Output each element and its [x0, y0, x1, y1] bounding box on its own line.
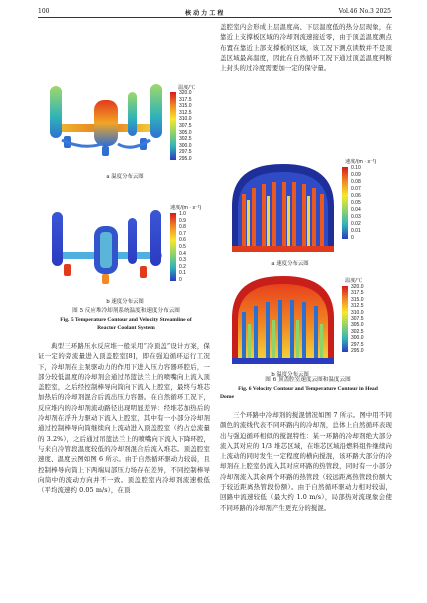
colorbar-tick-label: 310.0: [179, 116, 192, 123]
colorbar-tick-label: 297.5: [351, 341, 364, 348]
colorbar-tick-label: 295.0: [179, 156, 192, 162]
colorbar-tick-label: 1.0: [179, 211, 186, 217]
right-top-text: 盖腔室内会形成上层温度高、下层温度低的热分层现象，在靠近上支撑板区域的冷却剂流速接近零，由于顶盖温度测点布置在靠近上部支撑板的区域，该工况下测点读数并不是顶盖区域最高温度，因此在自然循环工况下通过顶盖温度判断上封头的过冷度需要加一定的保守量。: [220, 23, 392, 73]
colorbar-tick-label: 0.7: [179, 230, 186, 237]
colorbar-tick-label: 0.4: [179, 250, 186, 257]
colorbar-tick-label: 300.0: [179, 142, 192, 149]
fig5-caption-en-line2: Reactor Coolant System: [97, 325, 155, 331]
colorbar-tick-label: 312.5: [351, 303, 364, 310]
fig5-caption-cn: 图 5 反应堆冷却剂系统温度和速度分布云图: [72, 308, 180, 314]
fig6-caption-en-line2: Dome: [220, 394, 234, 400]
page-number: 100: [38, 8, 50, 15]
fig5a-colorbar: [170, 92, 176, 160]
fig6a-subcaption: a 速度分布云图: [271, 261, 309, 267]
fig5a-colorbar-title: 温度/℃: [178, 85, 196, 91]
journal-title: 核 动 力 工 程: [185, 10, 224, 17]
fig6a-colorbar: [342, 167, 348, 239]
header-rule: [38, 17, 392, 18]
colorbar-tick-label: 0: [179, 277, 182, 283]
colorbar-tick-label: 307.5: [179, 123, 192, 129]
colorbar-tick-label: 310.0: [351, 309, 364, 316]
fig5b-subcaption: b 速度分布云图: [106, 299, 144, 305]
colorbar-tick-label: 295.0: [351, 348, 364, 354]
colorbar-tick-label: 317.5: [351, 290, 364, 297]
fig6a-colorbar-title: 速度/(m · s⁻¹): [345, 159, 377, 165]
figure5b-velocity-contour: [42, 202, 172, 294]
colorbar-tick-label: 0.05: [351, 200, 361, 206]
fig6b-colorbar: [342, 286, 348, 352]
fig6b-colorbar-title: 温度/℃: [345, 278, 363, 284]
figure6b-temperature-contour: [228, 272, 338, 368]
fig5b-colorbar-title: 速度/(m · s⁻¹): [170, 205, 202, 211]
left-body-text: 典型三环路压水反应堆一般采用“冷顶盖”设计方案，保证一定的旁流量进入顶盖腔室[8]，即在强迫循环运行工况下，冷却剂在主泵驱动力的作用下进入压力容器环腔后，一部分较低温度的冷却剂会通过吊篮法兰上的喷嘴向上流入顶盖腔室，之后经控制棒导向筒向下流入上腔室，最终与堆芯加热后的冷却剂混合后流出压力容器。在自然循环工况下，反应堆内的冷却剂流动路径出现明显差异：经堆芯加热后的冷却剂在浮升力驱动下流入上腔室，其中有一小部分冷却剂通过控制棒导向筒继续向上流动进入顶盖腔室（约占总流量的 3.2%），之后通过吊篮法兰上的喷嘴向下流入下降环腔，与来自冷管段温度较低的冷却剂混合后流入堆芯。顶盖腔室速度、温度云图如图 6 所示。由于自然循环驱动力较弱，且控制棒导向筒上下两端局部压力场存在差异，不同控制棒导向筒中的流动方向并不一致。顶盖腔室内冷却剂流速极低（平均流速约 0.05 m/s），在顶: [38, 342, 210, 495]
colorbar-tick-label: 0.1: [179, 270, 186, 277]
colorbar-tick-label: 305.0: [179, 129, 192, 136]
colorbar-tick-label: 300.0: [351, 335, 364, 342]
colorbar-tick-label: 0.10: [351, 165, 361, 171]
colorbar-tick-label: 0: [351, 235, 354, 241]
colorbar-tick-label: 0.03: [351, 214, 361, 220]
colorbar-tick-label: 315.0: [351, 296, 364, 303]
fig5b-colorbar: [170, 213, 176, 281]
colorbar-tick-label: 302.5: [179, 136, 192, 143]
colorbar-tick-label: 0.2: [179, 263, 186, 270]
colorbar-tick-label: 0.07: [351, 186, 361, 192]
colorbar-tick-label: 0.09: [351, 172, 361, 178]
fig6b-subcaption: b 温度分布云图: [271, 372, 309, 378]
fig6-caption-en-line1: Fig. 6 Velocity Contour and Temperature Contour in Head: [238, 386, 378, 392]
fig5-caption-en-line1: Fig. 5 Temperature Contour and Velocity Streamline of: [60, 317, 192, 323]
colorbar-tick-label: 320.0: [351, 284, 364, 290]
figure6a-velocity-contour: [228, 160, 338, 256]
colorbar-tick-label: 305.0: [351, 322, 364, 329]
colorbar-tick-label: 0.8: [179, 224, 186, 231]
colorbar-tick-label: 0.5: [179, 244, 186, 250]
fig5a-subcaption: a 温度分布云图: [106, 174, 144, 180]
colorbar-tick-label: 0.3: [179, 257, 186, 264]
colorbar-tick-label: 312.5: [179, 109, 192, 116]
colorbar-tick-label: 320.0: [179, 90, 192, 96]
colorbar-tick-label: 307.5: [351, 316, 364, 322]
colorbar-tick-label: 0.01: [351, 228, 361, 234]
colorbar-tick-label: 315.0: [179, 103, 192, 110]
colorbar-tick-label: 302.5: [351, 328, 364, 335]
colorbar-tick-label: 0.06: [351, 193, 361, 199]
right-bottom-text: 三个环路中冷却剂的搅混情况如图 7 所示。图中用不同颜色的流线代表不同环路内的冷却剂，总体上自然循环表现出与强迫循环相似的搅混特性：某一环路的冷却剂绝大部分流入其对应的 1/3 堆芯区域，在堆芯区域沿燃料组件继续向上流动的同时发生一定程度的横向搅混，该环路大部分的冷却剂在上腔室仍流入其对应环路的热管段，同时有一小部分冷却剂流入其余两个环路的热管段（较远距离热管段份额大于较近距离热管段份额）。由于自然循环驱动力相对较弱，回路中流速较低（最大约 1.0 m/s），局部热对流现象会使不同环路的冷却剂产生更充分的搅混。: [220, 411, 392, 512]
fig6-caption-cn: 图 6 顶盖腔室速度云图和温度云图: [265, 377, 351, 383]
colorbar-tick-label: 0.08: [351, 179, 361, 185]
colorbar-tick-label: 0.9: [179, 217, 186, 224]
colorbar-tick-label: 0.6: [179, 237, 186, 244]
colorbar-tick-label: 297.5: [179, 149, 192, 156]
colorbar-tick-label: 317.5: [179, 96, 192, 103]
colorbar-tick-label: 0.04: [351, 207, 361, 213]
colorbar-tick-label: 0.02: [351, 221, 361, 227]
volume-issue: Vol.46 No.3 2025: [338, 8, 391, 15]
figure5a-temperature-contour: [42, 78, 172, 166]
